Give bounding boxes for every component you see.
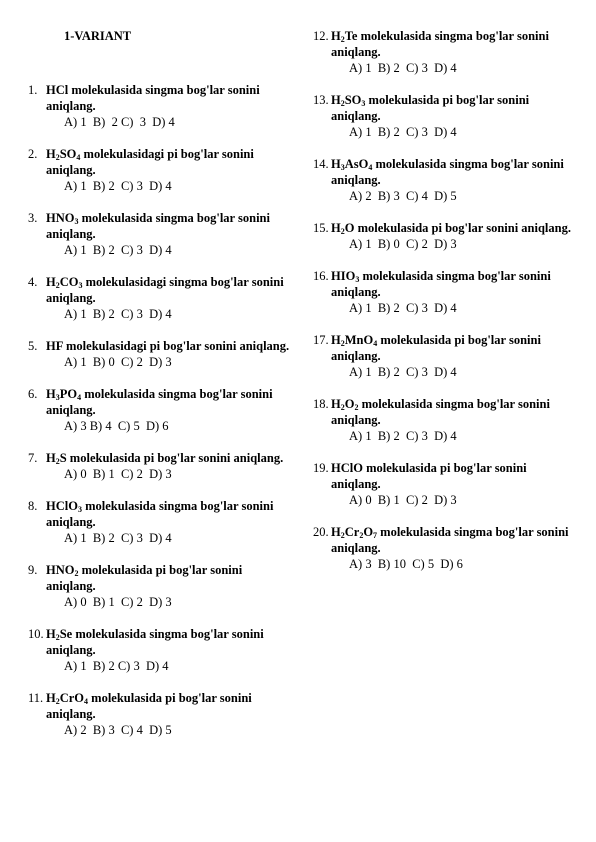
question-text: $H_3AsO_4$ molekulasida singma bog'lar sonini aniqlang. [331,157,564,187]
question-item [28,450,290,482]
answer-options: A) 1 B) 2 C) 3 D) 4 [349,61,457,75]
question-item [313,332,575,380]
question-item [28,210,290,258]
question-text: $H_2O$ molekulasida pi bog'lar sonini aniqlang. [331,221,571,236]
question-item [313,396,575,444]
question-number: 14. [313,157,329,171]
question-item [313,524,575,572]
question-text: HClO molekulasida pi bog'lar sonini aniqlang. [331,461,527,491]
question-number: 1. [28,83,38,97]
question-text: $H_2SO_4$ molekulasidagi pi bog'lar sonini aniqlang. [46,147,254,177]
question-number: 9. [28,563,38,577]
question-number: 12. [313,29,329,43]
answer-options: A) 1 B) 2 C) 3 D) 4 [64,531,172,545]
question-item [28,498,290,546]
question-text: $H_2Te$ molekulasida singma bog'lar sonini aniqlang. [331,29,549,59]
answer-options: A) 1 B) 0 C) 2 D) 3 [64,355,172,369]
subscript: 4 [77,393,82,402]
answer-options: A) 2 B) 3 C) 4 D) 5 [64,723,172,737]
question-item [313,156,575,204]
answer-options: A) 1 B) 2 C) 3 D) 4 [349,429,457,443]
question-item [28,386,290,434]
subscript: 2 [340,35,345,44]
question-text: HCl molekulasida singma bog'lar sonini aniqlang. [46,83,260,113]
question-item [313,460,575,508]
subscript: 2 [340,403,345,412]
question-item [28,562,290,610]
subscript: 3 [361,99,366,108]
answer-options: A) 1 B) 2 C) 3 D) 4 [64,659,169,673]
question-item [28,690,290,738]
question-item [28,338,290,370]
question-text: $HNO_2$ molekulasida pi bog'lar sonini aniqlang. [46,563,243,593]
question-number: 17. [313,333,329,347]
question-number: 13. [313,93,329,107]
answer-options: A) 0 B) 1 C) 2 D) 3 [349,493,457,507]
subscript: 2 [55,281,60,290]
answer-options: A) 3 B) 4 C) 5 D) 6 [64,419,169,433]
answer-options: A) 3 B) 10 C) 5 D) 6 [349,557,463,571]
variant-title: 1-VARIANT [64,29,132,43]
subscript: 2 [55,633,60,642]
question-item [313,92,575,140]
question-text: $H_2Cr_2O_7$ molekulasida singma bog'lar sonini aniqlang. [331,525,569,555]
subscript: 2 [340,339,345,348]
question-item [28,82,290,130]
question-text: $H_2S$ molekulasida pi bog'lar sonini aniqlang. [46,451,284,466]
subscript: 4 [368,163,373,172]
question-number: 15. [313,221,329,235]
question-number: 11. [28,691,44,705]
answer-options: A) 1 B) 2 C) 3 D) 4 [349,365,457,379]
question-text: HF molekulasidagi pi bog'lar sonini aniqlang. [46,339,290,353]
question-item [28,274,290,322]
subscript: 3 [340,163,345,172]
question-item [28,146,290,194]
right-column [313,28,575,588]
subscript: 3 [74,217,79,226]
question-number: 2. [28,147,38,161]
question-text: $H_2MnO_4$ molekulasida pi bog'lar sonini aniqlang. [331,333,541,363]
question-number: 7. [28,451,38,465]
question-text: $H_2CO_3$ molekulasidagi singma bog'lar sonini aniqlang. [46,275,284,305]
question-text: $H_2O_2$ molekulasida singma bog'lar sonini aniqlang. [331,397,550,427]
question-number: 4. [28,275,38,289]
question-number: 16. [313,269,329,283]
answer-options: A) 1 B) 2 C) 3 D) 4 [64,179,172,193]
subscript: 3 [78,281,83,290]
subscript: 2 [340,227,345,236]
question-number: 20. [313,525,329,539]
question-number: 10. [28,627,44,641]
subscript: 3 [55,393,60,402]
question-number: 8. [28,499,38,513]
subscript: 3 [355,275,360,284]
question-text: $H_3PO_4$ molekulasida singma bog'lar sonini aniqlang. [46,387,273,417]
answer-options: A) 0 B) 1 C) 2 D) 3 [64,595,172,609]
answer-options: A) 1 B) 2 C) 3 D) 4 [349,301,457,315]
subscript: 7 [373,531,378,540]
left-column [28,28,290,754]
answer-options: A) 1 B) 2 C) 3 D) 4 [64,243,172,257]
subscript: 2 [354,403,359,412]
question-text: $HIO_3$ molekulasida singma bog'lar sonini aniqlang. [331,269,551,299]
question-number: 19. [313,461,329,475]
answer-options: A) 2 B) 3 C) 4 D) 5 [349,189,457,203]
question-number: 5. [28,339,38,353]
subscript: 4 [373,339,378,348]
subscript: 2 [340,99,345,108]
answer-options: A) 1 B) 0 C) 2 D) 3 [349,237,457,251]
answer-options: A) 1 B) 2 C) 3 D) 4 [64,307,172,321]
question-item [28,626,290,674]
question-text: HClO$_3$ molekulasida singma bog'lar sonini aniqlang. [46,499,274,529]
question-item [313,28,575,76]
subscript: 2 [359,531,364,540]
question-text: $HNO_3$ molekulasida singma bog'lar sonini aniqlang. [46,211,270,241]
question-item [313,268,575,316]
answer-options: A) 1 B) 2 C) 3 D) 4 [349,125,457,139]
question-text: $H_2SO_3$ molekulasida pi bog'lar sonini aniqlang. [331,93,530,123]
subscript: 2 [74,569,79,578]
question-number: 6. [28,387,38,401]
question-number: 18. [313,397,329,411]
answer-options: A) 1 B) 2 C) 3 D) 4 [64,115,175,129]
subscript: 3 [77,505,82,514]
subscript: 2 [55,697,60,706]
subscript: 2 [340,531,345,540]
subscript: 2 [55,153,60,162]
question-text: $H_2CrO_4$ molekulasida pi bog'lar sonini aniqlang. [46,691,252,721]
question-number: 3. [28,211,38,225]
subscript: 4 [76,153,81,162]
subscript: 2 [55,457,60,466]
answer-options: A) 0 B) 1 C) 2 D) 3 [64,467,172,481]
question-text: $H_2Se$ molekulasida singma bog'lar sonini aniqlang. [46,627,264,657]
question-item [313,220,575,252]
subscript: 4 [84,697,89,706]
